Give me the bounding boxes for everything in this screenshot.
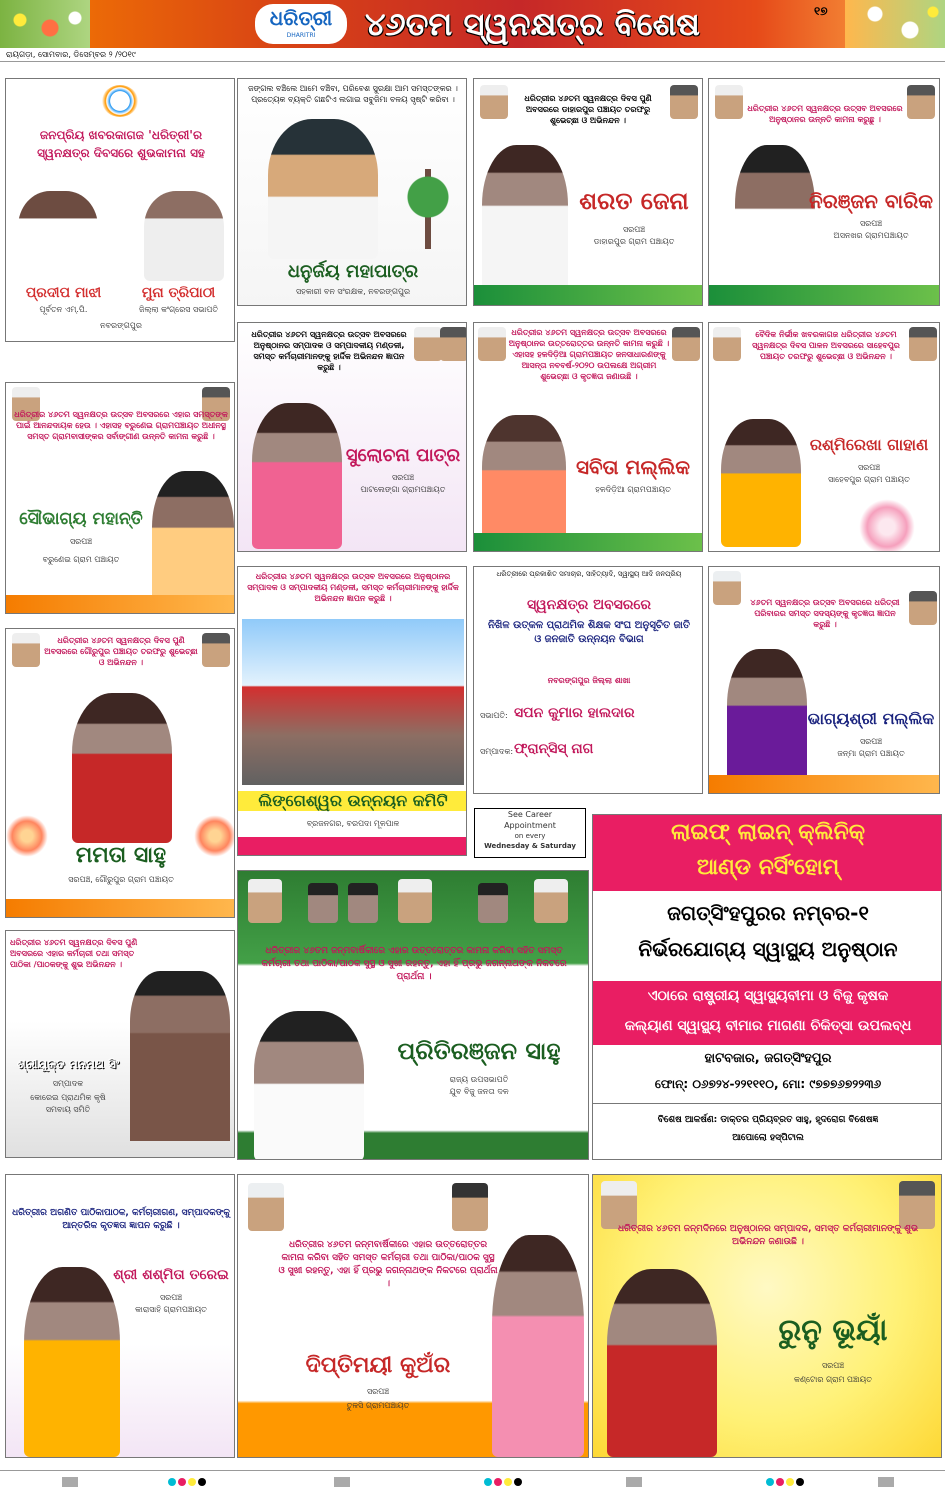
person-role: ସରପଞ୍ଚ — [859, 737, 883, 746]
ad-place: ଡାହାରପୁର ଗ୍ରାମ ପଞ୍ଚାୟତ — [593, 237, 675, 246]
photo-bhagyashree — [727, 649, 807, 789]
ad-text: ଧରିତ୍ରୀର ୪୬ତମ ସ୍ୱନକ୍ଷତ୍ର ଦିବସ ପୁଣି ଅବସରରେ ଗୌରୁପୁର ପଞ୍ଚାୟତ ତରଫରୁ ଶୁଭେଚ୍ଛା ଓ ଅଭିନନ୍ଦନ । — [44, 636, 198, 667]
photo-leader — [672, 327, 700, 361]
person-name: ଶରତ ଜେନା — [579, 187, 689, 215]
ad-manmath-singh — [5, 930, 235, 1158]
person-name: ଶ୍ରୀ ଶଶ୍ମିତା ତରେଇ — [113, 1267, 229, 1283]
ad-text: ଧରିତ୍ରୀର ୪୬ତମ ସ୍ୱନକ୍ଷତ୍ର ଉତ୍ସବ ଅବସରରେ ଅନୁଷ୍ଠାନର ଉତ୍ତରୋତ୍ତର ଉନ୍ନତି କାମନା କରୁଛି । ଏହାସହ ହଳଦିଡ଼ିଆ ଗ୍ରାମପଞ୍ଚାୟତ ଜନସାଧାରଣଙ୍କୁ ଆସନ୍ତା ନବବର୍ଷ-୨୦୨୦ ଉପଲକ୍ଷେ ଅଗ୍ରୀମ ଶୁଭେଚ୍ଛା ଓ କୃତଜ୍ଞତା ଜଣାଉଛି । — [508, 328, 670, 381]
photo-leader — [909, 591, 937, 625]
person-name: ପ୍ରଦୀପ ମାଝୀ — [25, 285, 102, 301]
person-name: ଭାଗ୍ୟଶ୍ରୀ ମଲ୍ଲିକ — [807, 709, 935, 728]
dateline: ରାୟଗଡ଼ା, ସୋମବାର, ଡିସେମ୍ବର ୨ /୨୦୧୯ — [6, 50, 136, 59]
person-name: ଧନୁର୍ଜୟ ମହାପାତ୍ର — [287, 261, 419, 282]
person-role: ସରପଞ୍ଚ — [857, 463, 881, 472]
photo-sulochana-patra — [252, 403, 342, 549]
photo-leader — [308, 883, 338, 923]
person-name: ରଶ୍ମିରେଖା ଗାହାଣ — [809, 435, 929, 454]
ad-lingeswar-committee — [237, 566, 467, 856]
photo-naveen-patnaik — [715, 85, 743, 119]
clinic-offer: ଏଠାରେ ରାଷ୍ଟ୍ରୀୟ ସ୍ୱାସ୍ଥ୍ୟବୀମା ଓ ବିଜୁ କୃଷକ — [647, 988, 889, 1004]
ad-text: ଜଙ୍ଗଲ ବଞ୍ଚିଲେ ଆମେ ବଞ୍ଚିବା, ପରିବେଶ ସୁରକ୍ଷା ଆମ ସମସ୍ତଙ୍କର । ପ୍ରତ୍ୟେକ ବ୍ୟକ୍ତି ଗଛଟିଏ ଲଗାଇ ସବୁଜିମା ବଳୟ ସୃଷ୍ଟି କରିବା । — [248, 84, 458, 104]
print-mark — [334, 1477, 350, 1487]
ad-text: ଧରିତ୍ରୀର ୪୬ତମ ଜନ୍ମବାର୍ଷିକୀରେ ଏହାର ଉତ୍ତରୋତ୍ତର କାମନା କରିବା ସହିତ ସମସ୍ତ କର୍ମଚାରୀ ତଥା ପାଠିକା/ପାଠକ ସୁସ୍ଥ ଓ ସୁଖୀ ରହନ୍ତୁ, ଏହା ହିଁ ପ୍ରଭୁ ଜଗନ୍ନାଥଙ୍କ ନିକଟରେ ପ୍ରାର୍ଥନା । — [261, 946, 567, 982]
ad-headline: ସ୍ୱନକ୍ଷତ୍ର ଅବସରରେ — [526, 597, 652, 613]
color-registration-mark — [766, 1478, 804, 1488]
photo-leader — [202, 633, 230, 667]
career-line: on every — [514, 832, 546, 840]
color-registration-mark — [168, 1478, 206, 1488]
person-role: ସମ୍ପାଦକ — [52, 1079, 84, 1088]
ad-text: ଧରିତ୍ରୀର ଅଗଣିତ ପାଠିକାପାଠକ, କର୍ମଚାରୀଗଣ, ସମ୍ପାଦକଙ୍କୁ ଆନ୍ତରିକ କୃତଜ୍ଞତା ଜ୍ଞାପନ କରୁଛି । — [12, 1208, 230, 1231]
ad-place: ସରପଞ୍ଚ, ଗୌରୁପୁର ଗ୍ରାମ ପଞ୍ଚାୟତ — [68, 875, 174, 884]
clinic-subtitle: ଆଣ୍ଡ ନର୍ସିଂହୋମ୍ — [696, 855, 840, 880]
congress-hand-icon — [102, 85, 138, 117]
ad-text: ୪୬ତମ ସ୍ୱନକ୍ଷତ୍ର ଉତ୍ସବ ଅବସରରେ ଧରିତ୍ରୀ ପରିବାରର ସମସ୍ତ ସଦସ୍ୟଙ୍କୁ କୃତଜ୍ଞତା ଜ୍ଞାପନ କରୁଛି । — [750, 598, 900, 629]
ad-niranjan-barik — [708, 78, 940, 306]
person-role: ସରପଞ୍ଚ — [159, 1293, 183, 1302]
ad-text: ସ୍ୱନକ୍ଷତ୍ର ଦିବସରେ ଶୁଭକାମନା ସହ — [37, 146, 205, 160]
photo-naveen-patnaik — [601, 1181, 637, 1229]
tricolor-band — [709, 285, 939, 306]
photo-leader — [348, 883, 378, 923]
print-mark — [62, 1477, 78, 1487]
ad-place: ନବରଙ୍ଗପୁର — [100, 321, 142, 330]
ad-place: ପାଟଲେଙ୍ଗା ଗ୍ରାମପଞ୍ଚାୟତ — [360, 485, 446, 494]
ad-diptimayee-kuanr — [237, 1174, 589, 1458]
ad-life-line-clinic — [592, 814, 942, 1160]
ad-sasmita-tarei — [5, 1174, 235, 1458]
photo-leader — [909, 327, 937, 361]
photo-leader — [398, 879, 432, 923]
photo-sarat-jena — [482, 145, 568, 295]
clinic-phone[interactable]: ଫୋନ୍: ୦୬୭୨୪-୨୨୧୧୧୦, ମୋ: ୯୭୭୭୬୭୨୨୩୬ — [654, 1077, 882, 1091]
clinic-special: ବିଶେଷ ଆକର୍ଷଣ: ଡାକ୍ତର ପ୍ରିୟବ୍ରତ ସାହୁ, ହୃଦରୋଗ ବିଶେଷଜ୍ଞ — [657, 1115, 879, 1125]
photo-naveen-patnaik — [248, 879, 282, 923]
photo-leader — [534, 879, 568, 923]
person-name: ସୁଲୋଚନା ପାତ୍ର — [345, 445, 461, 466]
label-secretary: ସମ୍ପାଦକ: — [480, 747, 514, 756]
clinic-address: ହାଟବଜାର, ଜଗତ୍‌ସିଂହପୁର — [704, 1051, 832, 1066]
person-role: ସରପଞ୍ଚ — [391, 473, 415, 482]
photo-pradeep-majhi — [18, 191, 98, 281]
ad-place: କଣ୍ଟୋର ଗ୍ରାମ ପଞ୍ଚାୟତ — [794, 1375, 872, 1384]
photo-rashmirekha — [721, 419, 801, 547]
president-name: ସପନ କୁମାର ହାଲଦାର — [514, 705, 635, 721]
ad-text: ଧରିତ୍ରୀରେ ପ୍ରକାଶିତ ସମାଚାର, ସାହିତ୍ୟାଦି, ସ୍ୱାସ୍ଥ୍ୟ ଆଦି ଜନପ୍ରିୟ — [496, 570, 682, 578]
person-name: ମମତା ସାହୁ — [75, 843, 167, 868]
photo-leader — [452, 1183, 488, 1231]
ad-sulochana-patra — [237, 322, 467, 552]
person-role: ସରପଞ୍ଚ — [622, 225, 646, 234]
branch-name: ନବରଙ୍ଗପୁର ଜିଲ୍ଲା ଶାଖା — [547, 676, 631, 685]
photo-diptimayee — [492, 1235, 584, 1457]
print-mark — [626, 1477, 642, 1487]
photo-dhanurjay — [268, 119, 378, 259]
ad-text: ଧରିତ୍ରୀର ୪୬ତମ ସ୍ୱନକ୍ଷତ୍ର ଉତ୍ସବ ଅବସରରେ ଅନୁଷ୍ଠାନର ଉନ୍ନତି କାମନା କରୁଛୁ । — [747, 104, 903, 124]
person-role: ରାଜ୍ୟ ଉପସଭାପତି — [449, 1075, 509, 1084]
photo-narendra-modi — [713, 571, 741, 605]
person-name: ନିରଞ୍ଜନ ବାରିକ — [808, 189, 934, 213]
photo-narendra-modi — [248, 1183, 284, 1231]
orange-band — [6, 899, 234, 918]
person-name: ଶ୍ରୀଯୁକ୍ତ ମନମଥ ସିଂ — [16, 1057, 120, 1071]
divider — [593, 1103, 942, 1104]
ad-place: ଜନ୍ମା ଗ୍ରାମ ପଞ୍ଚାୟତ — [837, 749, 905, 758]
print-mark — [878, 1477, 894, 1487]
logo-subtext: DHARITRI — [286, 32, 316, 39]
temple-photo — [242, 619, 464, 785]
photo-naveen-patnaik — [12, 633, 40, 667]
person-name: ରୁନୁ ଭୂୟାଁ — [778, 1313, 888, 1348]
clinic-title-band — [593, 815, 942, 891]
photo-mamata-sahu — [72, 693, 172, 843]
ad-pritiranjan-sahu — [237, 870, 589, 1160]
ad-place: କୋରେଇ ପ୍ରାଥମିକ କୃଷି — [30, 1093, 106, 1102]
ad-runu-bhuyan — [592, 1174, 942, 1458]
color-registration-mark — [484, 1478, 522, 1488]
ad-text: ଧରିତ୍ରୀର ୪୬ତମ ସ୍ୱନକ୍ଷତ୍ର ଉତ୍ସବ ଅବସରରେ ଅନୁଷ୍ଠାନର ସମ୍ପାଦକ ଓ ସମ୍ପାଦକୀୟ ମଣ୍ଡଳୀ, ସମସ୍ତ କର୍ମଚାରୀମାନଙ୍କୁ ହାର୍ଦ୍ଦିକ ଅଭିନନ୍ଦନ ଜ୍ଞାପନ କରୁଛି । — [247, 572, 459, 603]
person-name: ମୁନା ତ୍ରିପାଠୀ — [141, 285, 216, 301]
person-name: ଦିପ୍ତିମୟୀ କୁଅଁର — [305, 1353, 451, 1378]
person-role: ସରପଞ୍ଚ — [821, 1361, 845, 1370]
ad-text: ଧରିତ୍ରୀର ୪୬ତମ ଜନ୍ମବାର୍ଷିକୀରେ ଏହାର ଉତ୍ତରୋତ୍ତର କାମନା କରିବା ସହିତ ସମସ୍ତ କର୍ମଚାରୀ ତଥା ପାଠିକା/ପାଠକ ସୁସ୍ଥ ଓ ସୁଖୀ ରହନ୍ତୁ, ଏହା ହିଁ ପ୍ରଭୁ ଜଗନ୍ନାଥଙ୍କ ନିକଟରେ ପ୍ରାର୍ଥନା । — [278, 1240, 498, 1289]
ad-place: କାରାସାହି ଗ୍ରାମପଞ୍ଚାୟତ — [135, 1305, 207, 1314]
page-number: ୧୭ — [814, 4, 828, 18]
ad-text: ଜନପ୍ରିୟ ଖବରକାଗଜ 'ଧରିତ୍ରୀ'ର — [39, 128, 203, 142]
ad-soubhagya-mohanty — [5, 382, 235, 614]
ad-rashmirekha-gahana — [708, 322, 940, 552]
ad-text: ଧରିତ୍ରୀର ୪୬ତମ ଜନ୍ମଦିନରେ ଅନୁଷ୍ଠାନର ସମ୍ପାଦକ, ସମସ୍ତ କର୍ମଚାରୀମାନଙ୍କୁ ଶୁଭ ଅଭିନନ୍ଦନ ଜଣାଉଛି । — [617, 1224, 919, 1247]
ad-place: ଯୁବ ବିଜୁ ଜନତା ଦଳ — [449, 1087, 509, 1096]
masthead-flowers-left — [0, 0, 90, 48]
person-role: ସରପଞ୍ଚ — [69, 537, 93, 546]
tricolor-band — [474, 533, 702, 552]
photo-leader — [440, 327, 467, 361]
clinic-tagline: ନିର୍ଭରଯୋଗ୍ୟ ସ୍ୱାସ୍ଥ୍ୟ ଅନୁଷ୍ଠାନ — [638, 937, 898, 961]
person-name: ସୌଭାଗ୍ୟ ମହାନ୍ତି — [19, 509, 143, 529]
ad-text: ଧରିତ୍ରୀର ୪୬ତମ ସ୍ୱନକ୍ଷତ୍ର ଉତ୍ସବ ଅବସରରେ ଏହାର ସମସ୍ତଙ୍କ ପାଇଁ ଆନନ୍ଦଦାୟକ ହେଉ । ଏହାସହ ବରୁଣେଇ ଗ୍ରାମପଞ୍ଚାୟତ ଅଧୀନସ୍ଥ ସମସ୍ତ ଗ୍ରାମବାସୀଙ୍କର ସର୍ବାଙ୍ଗୀଣ ଉନ୍ନତି କାମନା କରୁଛି । — [14, 410, 228, 441]
ad-text: ନିଖିଳ ଉତ୍କଳ ପ୍ରାଥମିକ ଶିକ୍ଷକ ସଂଘ ଅନୁସୂଚିତ ଜାତି ଓ ଜନଜାତି ଉନ୍ନୟନ ବିଭାଗ — [488, 620, 690, 645]
masthead-flowers-right — [845, 0, 945, 48]
ad-place: ହଳଦିଡ଼ିଆ ଗ୍ରାମପଞ୍ଚାୟତ — [595, 485, 671, 494]
ad-text: ଧରିତ୍ରୀର ୪୬ତମ ସ୍ୱନକ୍ଷତ୍ର ଦିବସ ପୁଣି ଅବସରରେ ଡାହାରପୁର ପଞ୍ଚାୟତ ତରଫରୁ ଶୁଭେଚ୍ଛା ଓ ଅଭିନନ୍ଦନ । — [524, 94, 652, 125]
tree-icon — [398, 169, 458, 249]
photo-sabita-mallick — [482, 415, 566, 545]
photo-naveen-patnaik — [713, 327, 741, 361]
secretary-name: ଫ୍ରାନ୍ସିସ୍ ନାଗ — [514, 741, 594, 757]
person-role: ସରପଞ୍ଚ — [366, 1387, 390, 1396]
dateline-bar — [0, 48, 945, 62]
flower-decoration — [859, 499, 915, 552]
career-line: Appointment — [504, 821, 556, 830]
ad-bhagyashree-mallick — [708, 566, 940, 794]
person-role: ଜିଲ୍ଲା କଂଗ୍ରେସ ସଭାପତି — [138, 305, 219, 314]
photo-runu-bhuyan — [607, 1269, 717, 1457]
ad-place: ବରୁଣେଇ ଗ୍ରାମ ପଞ୍ଚାୟତ — [42, 555, 120, 564]
clinic-hospital: ଆପୋଲୋ ହସ୍ପିଟାଲ — [732, 1133, 804, 1143]
dharitri-logo[interactable] — [255, 4, 347, 44]
tricolor-band — [474, 285, 702, 306]
page-title: ୪୬ତମ ସ୍ୱନକ୍ଷତ୍ର ବିଶେଷ — [365, 5, 700, 43]
ad-place: ସମବାୟ ସମିତି — [45, 1105, 91, 1114]
ad-mamata-sahu — [5, 628, 235, 918]
magenta-band — [238, 837, 467, 856]
ad-place: ସାହେବପୁର ଗ୍ରାମ ପଞ୍ଚାୟତ — [828, 475, 910, 484]
person-role: ସହକାରୀ ବନ ସଂରକ୍ଷକ, ନବରଙ୍ଗପୁର — [295, 287, 411, 296]
photo-leader — [907, 85, 935, 119]
photo-naveen-patnaik — [478, 327, 506, 361]
label-president: ସଭାପତି: — [480, 711, 508, 720]
logo-text: ଧରିତ୍ରୀ — [269, 6, 333, 30]
person-role: ସରପଞ୍ଚ — [859, 219, 883, 228]
career-line: Wednesday & Saturday — [484, 842, 576, 850]
tricolor-band — [6, 595, 234, 614]
photo-leader — [670, 85, 698, 119]
photo-naveen-patnaik — [480, 85, 508, 119]
person-name: ସବିତା ମଲ୍ଲିକ — [575, 455, 691, 479]
photo-manmath-singh — [130, 971, 230, 1141]
ad-dhanurjay — [237, 78, 467, 306]
bottom-rule — [0, 1470, 945, 1471]
ad-text: ଧରିତ୍ରୀର ୪୬ତମ ସ୍ୱନକ୍ଷତ୍ର ଦିବସ ପୁଣି ଅବସରରେ ଏହାର କର୍ମଚାରୀ ତଥା ସମସ୍ତ ପାଠିକା /ପାଠକଙ୍କୁ ଶୁଭ ଅଭିନନ୍ଦନ । — [10, 938, 138, 969]
person-role: ପୂର୍ବତନ ଏମ୍.ପି. — [39, 305, 88, 314]
clinic-offer: କଲ୍ୟାଣ ସ୍ୱାସ୍ଥ୍ୟ ବୀମାର ମାଗଣା ଚିକିତ୍ସା ଉପଲବ୍ଧ — [624, 1018, 912, 1034]
orange-band — [709, 775, 939, 794]
career-line: See Career — [507, 810, 553, 819]
ad-teachers-association — [473, 566, 703, 794]
masthead — [0, 0, 945, 48]
ad-place: ବ୍ରଜନଗର, ବରପଦା ମୂଳପାଳ — [306, 819, 400, 828]
ad-text: ଧରିତ୍ରୀର ୪୬ତମ ସ୍ୱନକ୍ଷତ୍ର ଉତ୍ସବ ଅବସରରେ ଅନୁଷ୍ଠାନର ସମ୍ପାଦକ ଓ ସମ୍ପାଦକୀୟ ମଣ୍ଡଳୀ, ସମସ୍ତ କର୍ମଚାରୀମାନଙ୍କୁ ହାର୍ଦ୍ଦିକ ଅଭିନନ୍ଦନ ଜ୍ଞାପନ କରୁଛି । — [251, 330, 407, 372]
photo-soubhagya — [152, 471, 234, 611]
committee-name: ଲିଙ୍ଗେଶ୍ୱର ଉନ୍ନୟନ କମିଟି — [238, 791, 467, 811]
clinic-tagline: ଜଗତ୍‌ସିଂହପୁରର ନମ୍ବର-୧ — [667, 901, 869, 925]
photo-muna-tripathy — [144, 191, 224, 281]
clinic-insurance-band — [593, 981, 942, 1045]
photo-leader — [899, 1181, 935, 1229]
ad-place: ଅସନଖର ଗ୍ରାମପଞ୍ଚାୟତ — [833, 231, 909, 240]
ad-sabita-mallick — [473, 322, 703, 552]
ad-congress — [5, 78, 235, 342]
ad-text: ବୈଦିକ ନିର୍ଭୀକ ଖବରକାଗଜ ଧରିତ୍ରୀର ୪୬ତମ ସ୍ୱନକ୍ଷତ୍ର ଦିବସ ପାଳନ ଅବସରରେ ସାହେବପୁର ପଞ୍ଚାୟତ ତରଫରୁ ଶୁଭେଚ୍ଛା ଓ ଅଭିନନ୍ଦନ । — [752, 330, 900, 361]
career-notice[interactable] — [474, 808, 586, 858]
ad-place: ତୁଳସି ଗ୍ରାମପଞ୍ଚାୟତ — [346, 1401, 410, 1410]
photo-pritiranjan — [254, 1011, 364, 1160]
clinic-title: ଲାଇଫ୍ ଲାଇନ୍ କ୍ଲିନିକ୍ — [670, 820, 866, 845]
person-name: ପ୍ରିତିରଞ୍ଜନ ସାହୁ — [397, 1037, 561, 1065]
ad-sarat-jena — [473, 78, 703, 306]
photo-leader — [478, 883, 508, 923]
photo-naveen-patnaik — [414, 327, 442, 361]
